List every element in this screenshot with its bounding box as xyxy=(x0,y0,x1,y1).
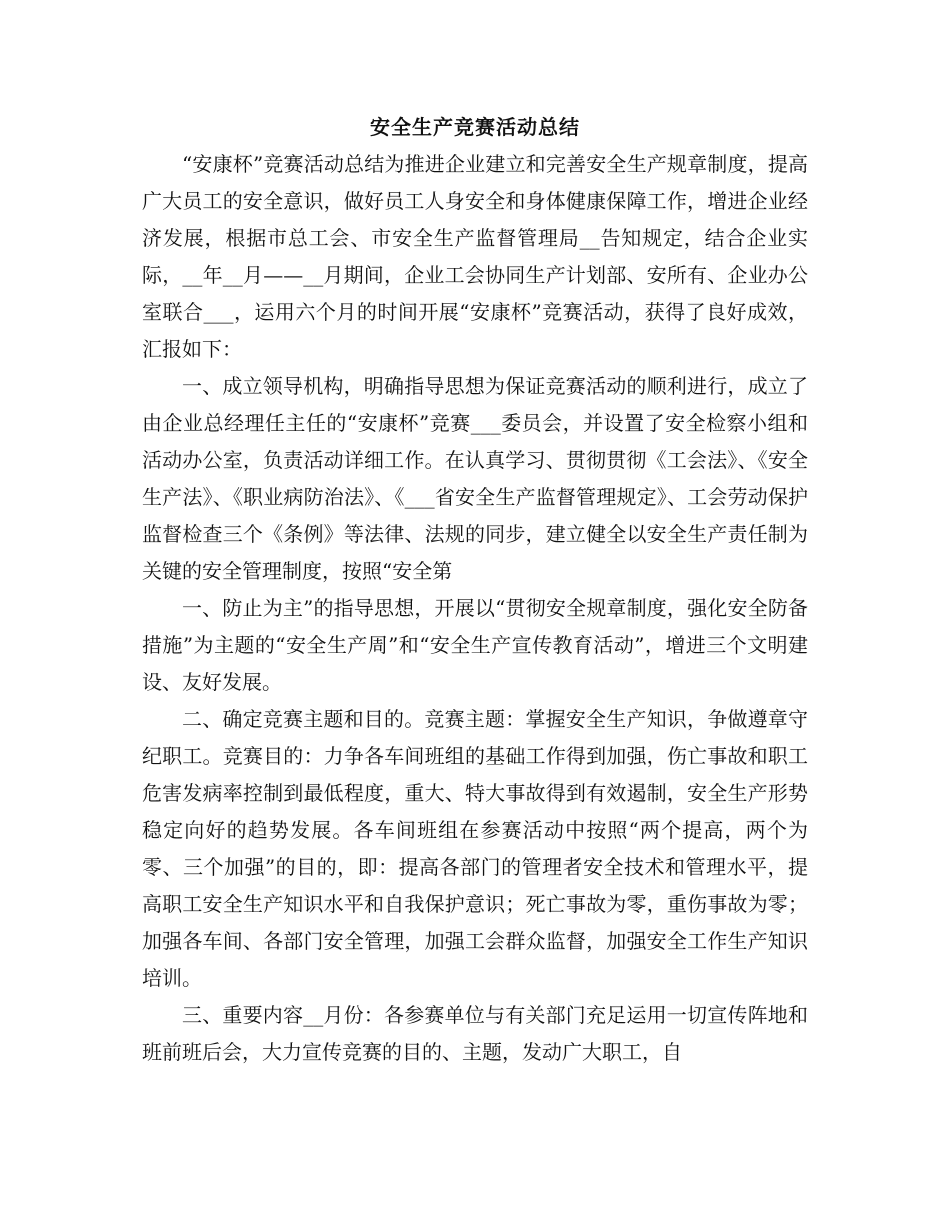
paragraph-section-2: 二、确定竞赛主题和目的。竞赛主题：掌握安全生产知识，争做遵章守纪职工。竞赛目的：力争各车间班组的基础工作得到加强，伤亡事故和职工危害发病率控制到最低程度，重大、特大事故得到有效遏制，安全生产形势稳定向好的趋势发展。各车间班组在参赛活动中按照“两个提高，两个为零、三个加强”的目的，即：提高各部门的管理者安全技术和管理水平，提高职工安全生产知识水平和自我保护意识；死亡事故为零，重伤事故为零；加强各车间、各部门安全管理，加强工会群众监督，加强安全工作生产知识培训。 xyxy=(142,707,808,990)
paragraph-section-1-cont: 一、防止为主”的指导思想，开展以“贯彻安全规章制度，强化安全防备措施”为主题的“安全生产周”和“安全生产宣传教育活动”，增进三个文明建设、友好发展。 xyxy=(142,596,808,694)
paragraph-section-3: 三、重要内容__月份：各参赛单位与有关部门充足运用一切宣传阵地和班前班后会，大力宣传竞赛的目的、主题，发动广大职工，自 xyxy=(142,1003,808,1064)
document-body xyxy=(142,146,808,1071)
document-title: 安全生产竞赛活动总结 xyxy=(370,115,580,139)
paragraph-intro: “安康杯”竞赛活动总结为推进企业建立和完善安全生产规章制度，提高广大员工的安全意识，做好员工人身安全和身体健康保障工作，增进企业经济发展，根据市总工会、市安全生产监督管理局__告知规定，结合企业实际，__年__月——__月期间，企业工会协同生产计划部、安所有、企业办公室联合___，运用六个月的时间开展“安康杯”竞赛活动，获得了良好成效，汇报如下： xyxy=(142,152,808,361)
paragraph-section-1: 一、成立领导机构，明确指导思想为保证竞赛活动的顺利进行，成立了由企业总经理任主任的“安康杯”竞赛___委员会，并设置了安全检察小组和活动办公室，负责活动详细工作。在认真学习、贯彻贯彻《工会法》、《安全生产法》、《职业病防治法》、《___省安全生产监督管理规定》、工会劳动保护监督检查三个《条例》等法律、法规的同步，建立健全以安全生产责任制为关键的安全管理制度，按照“安全第 xyxy=(142,374,808,583)
